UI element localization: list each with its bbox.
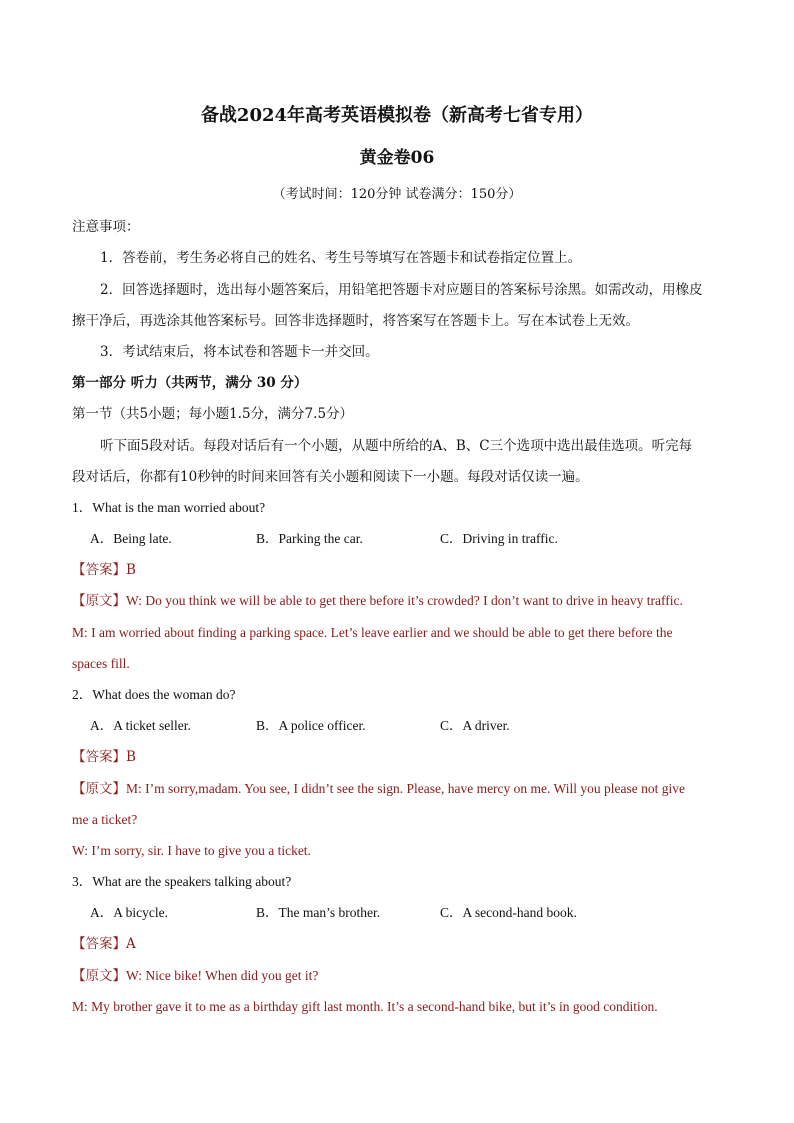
question-1-option-b: B．Parking the car. <box>256 531 363 546</box>
question-3-option-b: B．The man’s brother. <box>256 905 381 920</box>
question-1-option-a: A．Being late. <box>90 531 172 546</box>
paper-subtitle: 黄金卷06 <box>359 148 435 168</box>
question-3-option-a: A．A bicycle. <box>90 905 168 920</box>
page-title: 备战2024年高考英语模拟卷（新高考七省专用） <box>200 105 594 126</box>
question-2-option-a: A．A ticket seller. <box>90 718 191 733</box>
question-3-stem: 3．What are the speakers talking about? <box>72 874 292 889</box>
question-2-transcript-line-3: W: I’m sorry, sir. I have to give you a ticket. <box>72 843 311 858</box>
instructions-line-1: 听下面5段对话。每段对话后有一个小题，从题中所给的A、B、C三个选项中选出最佳选项。听完每 <box>100 438 693 454</box>
instructions-line-2: 段对话后，你都有10秒钟的时间来回答有关小题和阅读下一小题。每段对话仅读一遍。 <box>72 469 589 485</box>
question-1-option-c: C．Driving in traffic. <box>440 531 558 546</box>
question-2-stem: 2．What does the woman do? <box>72 687 236 702</box>
question-1-transcript-line-2: M: I am worried about finding a parking space. Let’s leave earlier and we should be able to get there before the <box>72 625 673 640</box>
question-1-answer: 【答案】B <box>72 562 136 578</box>
question-2-option-b: B．A police officer. <box>256 718 366 733</box>
question-3-option-c: C．A second-hand book. <box>440 905 577 920</box>
question-1-transcript-line-1: 【原文】W: Do you think we will be able to get there before it’s crowded? I don’t want to drive in heavy traffic. <box>72 593 683 608</box>
section1-heading: 第一节（共5小题；每小题1.5分，满分7.5分） <box>72 406 354 422</box>
question-3-answer: 【答案】A <box>72 936 136 952</box>
notice-heading: 注意事项： <box>72 219 140 235</box>
notice-item-2-line-1: 2．回答选择题时，选出每小题答案后，用铅笔把答题卡对应题目的答案标号涂黑。如需改动，用橡皮 <box>100 282 703 298</box>
question-1-transcript-line-3: spaces fill. <box>72 656 130 671</box>
question-1-stem: 1．What is the man worried about? <box>72 500 266 515</box>
part1-heading: 第一部分 听力（共两节，满分 30 分） <box>72 375 308 391</box>
question-3-transcript-line-2: M: My brother gave it to me as a birthday gift last month. It’s a second-hand bike, but it’s in good condition. <box>72 999 658 1014</box>
notice-item-3: 3．考试结束后，将本试卷和答题卡一并交回。 <box>100 344 379 360</box>
question-3-transcript-line-1: 【原文】W: Nice bike! When did you get it? <box>72 968 319 983</box>
question-2-answer: 【答案】B <box>72 749 136 765</box>
question-2-transcript-line-1: 【原文】M: I’m sorry,madam. You see, I didn’t see the sign. Please, have mercy on me. Will you please not give <box>72 781 685 796</box>
exam-time-info: （考试时间：120分钟 试卷满分：150分） <box>272 187 522 202</box>
notice-item-2-line-2: 擦干净后，再选涂其他答案标号。回答非选择题时，将答案写在答题卡上。写在本试卷上无效。 <box>72 313 639 329</box>
notice-item-1: 1．答卷前，考生务必将自己的姓名、考生号等填写在答题卡和试卷指定位置上。 <box>100 250 582 266</box>
question-2-transcript-line-2: me a ticket? <box>72 812 138 827</box>
question-2-option-c: C．A driver. <box>440 718 510 733</box>
